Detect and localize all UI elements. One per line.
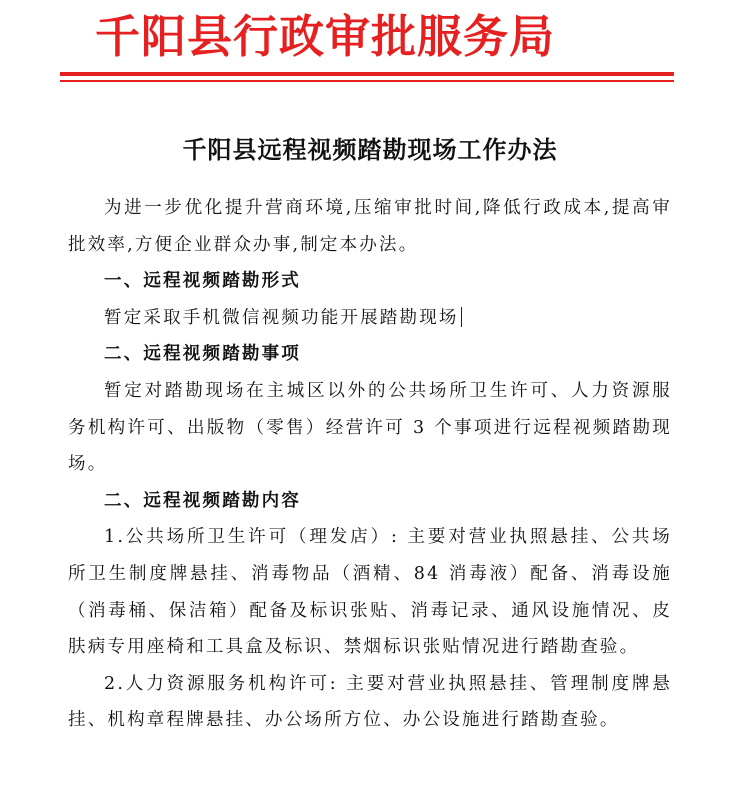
section-text-items: 暂定对踏勘现场在主城区以外的公共场所卫生许可、人力资源服务机构许可、出版物（零售）经营许可 3 个事项进行远程视频踏勘现场。: [68, 380, 672, 475]
section-text-form[interactable]: [68, 300, 672, 337]
letterhead-rule-thin: [60, 80, 674, 82]
item-public-hygiene-permit: 1.公共场所卫生许可（理发店）: 主要对营业执照悬挂、公共场所卫生制度牌悬挂、消毒物品（酒精、84 消毒液）配备、消毒设施（消毒桶、保洁箱）配备及标识张贴、消毒记录、通风设施情况、皮肤病专用座椅和工具盒及标识、禁烟标识张贴情况进行踏勘查验。: [68, 527, 672, 658]
document-title: 千阳县远程视频踏勘现场工作办法: [182, 135, 558, 164]
intro-paragraph: 为进一步优化提升营商环境,压缩审批时间,降低行政成本,提高审批效率,方便企业群众办事,制定本办法。: [68, 198, 672, 255]
section-heading-content: 二、远程视频踏勘内容: [104, 490, 301, 511]
item-hr-service-permit: 2.人力资源服务机构许可: 主要对营业执照悬挂、管理制度牌悬挂、机构章程牌悬挂、办公场所方位、办公设施进行踏勘查验。: [68, 673, 672, 731]
letterhead: [0, 0, 740, 90]
text-cursor: [461, 307, 462, 327]
organization-name: 千阳县行政审批服务局: [95, 10, 556, 63]
section-heading-form: 一、远程视频踏勘形式: [104, 271, 301, 292]
section-text-form-content: 暂定采取手机微信视频功能开展踏勘现场: [104, 307, 459, 328]
letterhead-rule-thick: [60, 72, 674, 76]
document-body: [68, 190, 672, 739]
section-heading-items: 二、远程视频踏勘事项: [104, 344, 301, 365]
